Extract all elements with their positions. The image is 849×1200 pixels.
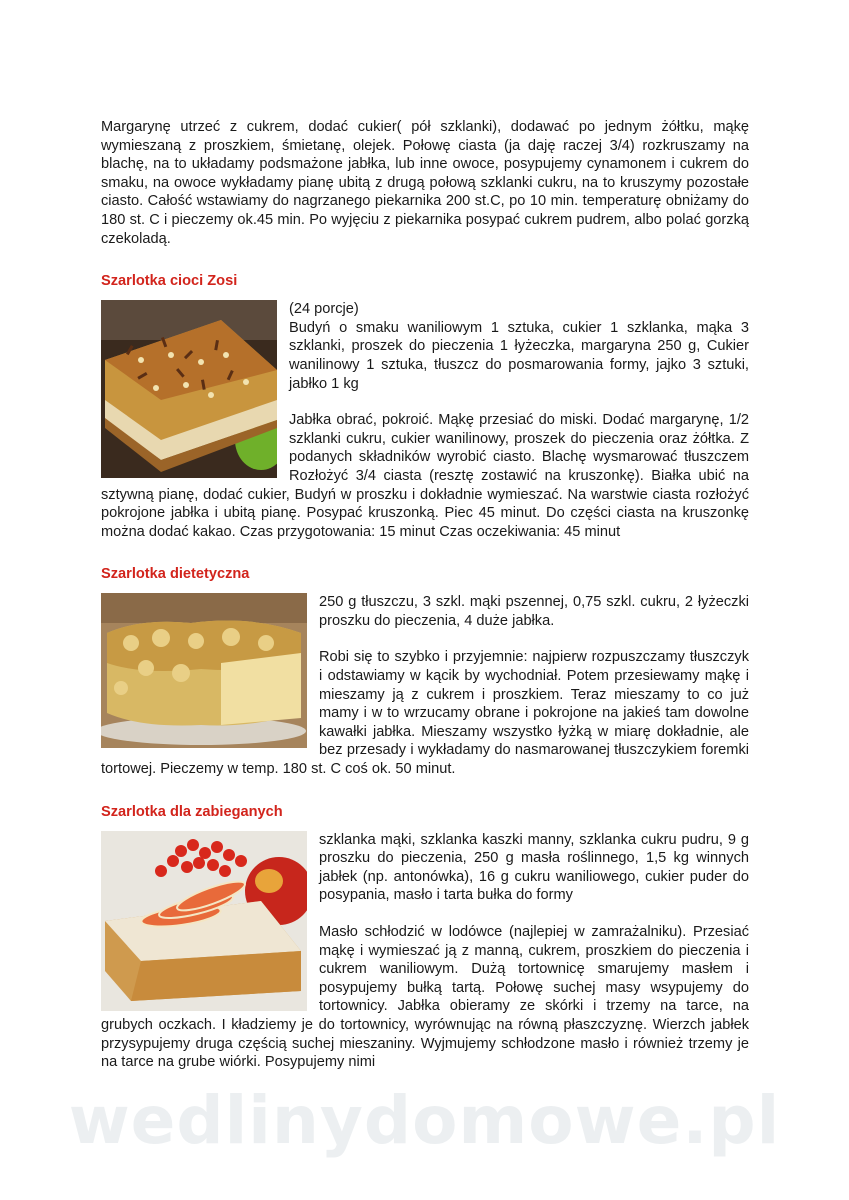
recipe-ingredients: 250 g tłuszczu, 3 szkl. mąki pszennej, 0,75 szkl. cukru, 2 łyżeczki proszku do pieczenia, 4 duże jabłka. <box>319 594 749 629</box>
recipe-method: Jabłka obrać, pokroić. Mąkę przesiać do miski. Dodać margarynę, 1/2 szklanki cukru, cukier wanilinowy, proszek do pieczenia oraz żółtka. Z podanych składników wyrobić ciasto. Blachę wysmarować tłuszczem Rozłożyć 3/4 ciasta (resztę zostawić na kruszonkę). Białka ubić na sztywną pianę, dodać cukier, Budyń w proszku i dokładnie wymieszać. Na warstwie ciasta rozłożyć pokrojone jabłka i ubitą pianę. Posypać kruszonką. Piec 45 minut. Do części ciasta na kruszonkę można dodać kakao. Czas przygotowania: 15 minut Czas oczekiwania: 45 minut <box>101 412 749 540</box>
recipe-3 <box>101 803 749 1072</box>
cake-apple-photo <box>101 831 307 1011</box>
recipe-title: Szarlotka dla zabieganych <box>101 803 283 820</box>
recipe-1 <box>101 272 749 541</box>
recipe-portions: (24 porcje) <box>289 301 359 318</box>
recipe-title: Szarlotka dietetyczna <box>101 566 250 583</box>
recipe-title: Szarlotka cioci Zosi <box>101 273 238 290</box>
recipe-method: Masło schłodzić w lodówce (najlepiej w zamrażalniku). Przesiać mąkę i wymieszać ją z manną, cukrem, proszkiem do pieczenia i cukrem waniliowym. Dużą tortownicę smarujemy masłem i posypujemy bułką tartą. Połowę suchej masy wsypujemy do tortownicy. Jabłka obieramy ze skórki i trzemy na tarce, na grubych oczkach. I kładziemy je do tortownicy, wyrównując na równą płaszczyznę. Wierzch jabłek przysypujemy druga częścią suchej mieszaniny. Wyjmujemy schłodzone masło i również trzemy je na tarce na grube wiórki. Posypujemy nimi <box>101 924 749 1071</box>
recipe-2 <box>101 565 749 778</box>
cake-crumble-photo <box>101 300 277 478</box>
intro-paragraph: Margarynę utrzeć z cukrem, dodać cukier( pół szklanki), dodawać po jednym żółtku, mąkę wymieszaną z proszkiem, śmietanę, olejek. Połowę ciasta (ja daję raczej 3/4) rozkruszamy na blachę, na to układamy podsmażone jabłka, lub inne owoce, posypujemy cynamonem i cukrem do smaku, na owoce wykładamy pianę ubitą z drugą połową szklanki cukru, na to kruszymy pozostałe ciasto. Całość wstawiamy do nagrzanego piekarnika 200 st.C, po 10 min. temperaturę obniżamy do 180 st. C i pieczemy ok.45 min. Po wyjęciu z piekarnika posypać cukrem pudrem, albo polać gorzką czekoladą. <box>101 119 749 247</box>
site-watermark: wedlinydomowe.pl <box>68 1082 781 1159</box>
recipe-method: Robi się to szybko i przyjemnie: najpierw rozpuszczamy tłuszczyk i odstawiamy w kącik by wychodniał. Potem przesiewamy mąkę i mieszamy ją z cukrem i proszkiem. Teraz mieszamy to co już mamy i w to wrzucamy obrane i pokrojone na jakieś tam dowolne kawałki jabłka. Mieszamy wszystko łyżką w miarę dokładnie, ale bez przesady i wykładamy do nasmarowanej tłuszczykiem foremki tortowej. Pieczemy w temp. 180 st. C coś ok. 50 minut. <box>101 649 749 778</box>
recipe-ingredients: szklanka mąki, szklanka kaszki manny, szklanka cukru pudru, 9 g proszku do pieczenia, 250 g masła roślinnego, 1,5 kg winnych jabłek (np. antonówka), 16 g cukru waniliowego, cukier puder do posypania, masło i tarta bułka do formy <box>319 831 749 904</box>
cake-slice-photo <box>101 593 307 748</box>
document-body <box>101 118 749 1096</box>
recipe-ingredients: Budyń o smaku waniliowym 1 sztuka, cukier 1 szklanka, mąka 3 szklanki, proszek do pieczenia 1 łyżeczka, margaryna 250 g, Cukier wanilinowy 1 sztuka, tłuszcz do posmarowania formy, jajko 3 sztuki, jabłko 1 kg <box>289 319 749 392</box>
